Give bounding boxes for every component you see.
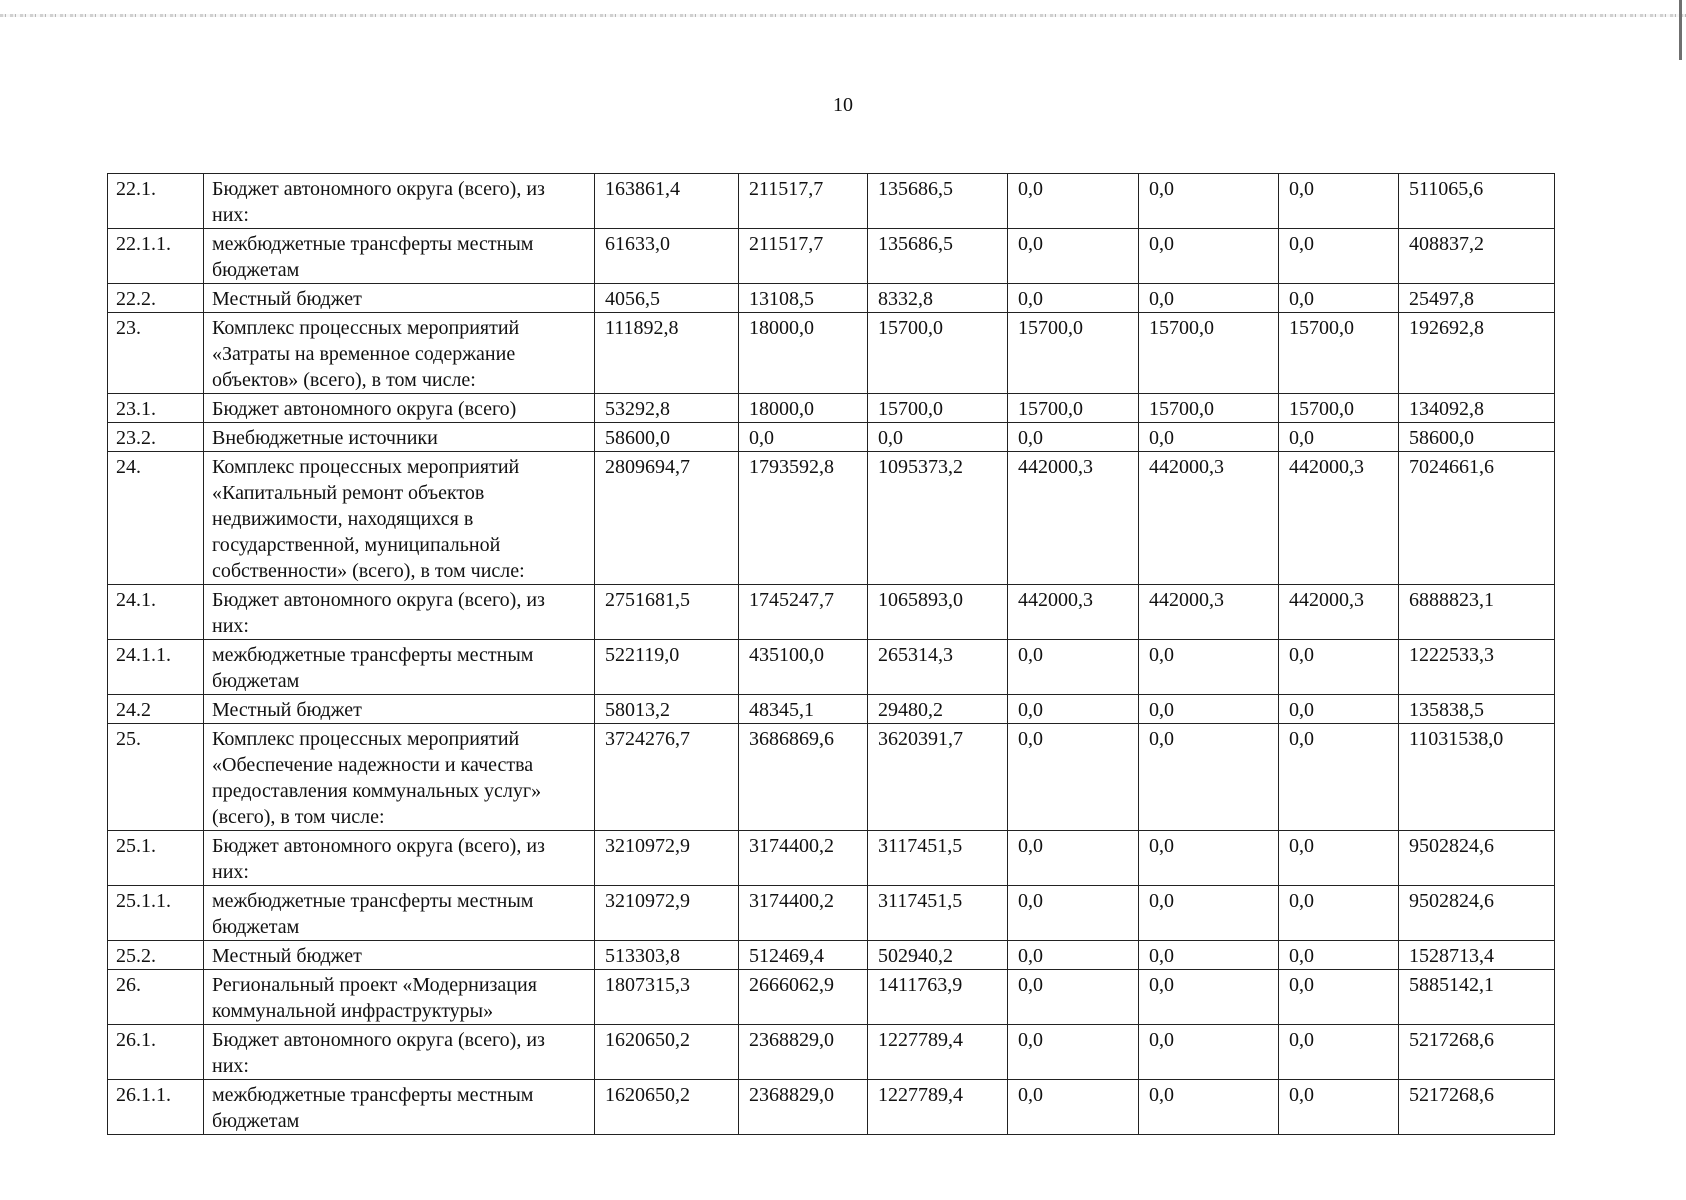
value-col-4: 0,0: [1008, 174, 1139, 229]
table-body: [108, 174, 1555, 1135]
value-col-5: 442000,3: [1139, 585, 1279, 640]
value-col-5: 0,0: [1139, 970, 1279, 1025]
total-cell: 135838,5: [1399, 695, 1555, 724]
row-number-cell: 25.2.: [108, 941, 204, 970]
row-name-cell: Бюджет автономного округа (всего), из них:: [204, 585, 595, 640]
table-row: [108, 174, 1555, 229]
value-col-3: 3117451,5: [868, 886, 1008, 941]
row-number-cell: 22.1.: [108, 174, 204, 229]
value-col-1: 163861,4: [595, 174, 739, 229]
table-row: [108, 886, 1555, 941]
value-col-6: 0,0: [1279, 284, 1399, 313]
value-col-4: 0,0: [1008, 970, 1139, 1025]
row-number-cell: 22.2.: [108, 284, 204, 313]
value-col-5: 0,0: [1139, 941, 1279, 970]
value-col-4: 442000,3: [1008, 585, 1139, 640]
total-cell: 9502824,6: [1399, 886, 1555, 941]
value-col-4: 0,0: [1008, 941, 1139, 970]
table-row: [108, 1025, 1555, 1080]
row-number-cell: 26.: [108, 970, 204, 1025]
row-name-cell: Внебюджетные источники: [204, 423, 595, 452]
row-name-cell: межбюджетные трансферты местным бюджетам: [204, 229, 595, 284]
value-col-5: 0,0: [1139, 886, 1279, 941]
row-number-cell: 26.1.1.: [108, 1080, 204, 1135]
table-row: [108, 831, 1555, 886]
total-cell: 1528713,4: [1399, 941, 1555, 970]
total-cell: 58600,0: [1399, 423, 1555, 452]
row-name-cell: Комплекс процессных мероприятий «Капитальный ремонт объектов недвижимости, находящихся в государственной, муниципальной собственности» (всего), в том числе:: [204, 452, 595, 585]
value-col-4: 15700,0: [1008, 313, 1139, 394]
value-col-1: 4056,5: [595, 284, 739, 313]
value-col-1: 1620650,2: [595, 1080, 739, 1135]
row-name-cell: Бюджет автономного округа (всего), из них:: [204, 1025, 595, 1080]
value-col-1: 522119,0: [595, 640, 739, 695]
page-number: 10: [833, 94, 853, 116]
value-col-1: 111892,8: [595, 313, 739, 394]
table-row: [108, 313, 1555, 394]
row-number-cell: 23.1.: [108, 394, 204, 423]
value-col-2: 1745247,7: [739, 585, 868, 640]
value-col-3: 135686,5: [868, 229, 1008, 284]
value-col-3: 8332,8: [868, 284, 1008, 313]
value-col-1: 3210972,9: [595, 831, 739, 886]
value-col-4: 0,0: [1008, 1080, 1139, 1135]
value-col-4: 0,0: [1008, 229, 1139, 284]
value-col-6: 0,0: [1279, 423, 1399, 452]
total-cell: 5217268,6: [1399, 1080, 1555, 1135]
value-col-4: 0,0: [1008, 831, 1139, 886]
value-col-6: 0,0: [1279, 695, 1399, 724]
value-col-6: 0,0: [1279, 831, 1399, 886]
row-name-cell: межбюджетные трансферты местным бюджетам: [204, 640, 595, 695]
value-col-3: 265314,3: [868, 640, 1008, 695]
value-col-6: 0,0: [1279, 1080, 1399, 1135]
value-col-5: 0,0: [1139, 640, 1279, 695]
value-col-4: 0,0: [1008, 1025, 1139, 1080]
value-col-2: 48345,1: [739, 695, 868, 724]
total-cell: 25497,8: [1399, 284, 1555, 313]
table-row: [108, 452, 1555, 585]
value-col-5: 15700,0: [1139, 313, 1279, 394]
scan-edge-mark: [1679, 0, 1682, 60]
value-col-3: 135686,5: [868, 174, 1008, 229]
value-col-5: 0,0: [1139, 423, 1279, 452]
value-col-6: 0,0: [1279, 724, 1399, 831]
table-row: [108, 941, 1555, 970]
value-col-5: 0,0: [1139, 695, 1279, 724]
value-col-2: 0,0: [739, 423, 868, 452]
row-name-cell: Местный бюджет: [204, 695, 595, 724]
row-name-cell: Местный бюджет: [204, 941, 595, 970]
scan-edge: [0, 14, 1686, 17]
value-col-2: 2368829,0: [739, 1080, 868, 1135]
value-col-2: 512469,4: [739, 941, 868, 970]
value-col-3: 0,0: [868, 423, 1008, 452]
value-col-2: 18000,0: [739, 313, 868, 394]
table-row: [108, 394, 1555, 423]
value-col-3: 1227789,4: [868, 1025, 1008, 1080]
row-name-cell: Комплекс процессных мероприятий «Обеспечение надежности и качества предоставления коммунальных услуг» (всего), в том числе:: [204, 724, 595, 831]
value-col-2: 3174400,2: [739, 886, 868, 941]
total-cell: 11031538,0: [1399, 724, 1555, 831]
table-row: [108, 970, 1555, 1025]
row-name-cell: Комплекс процессных мероприятий «Затраты на временное содержание объектов» (всего), в том числе:: [204, 313, 595, 394]
value-col-1: 53292,8: [595, 394, 739, 423]
row-name-cell: Региональный проект «Модернизация коммунальной инфраструктуры»: [204, 970, 595, 1025]
value-col-5: 0,0: [1139, 831, 1279, 886]
row-name-cell: Бюджет автономного округа (всего): [204, 394, 595, 423]
value-col-1: 61633,0: [595, 229, 739, 284]
row-name-cell: межбюджетные трансферты местным бюджетам: [204, 1080, 595, 1135]
total-cell: 7024661,6: [1399, 452, 1555, 585]
total-cell: 408837,2: [1399, 229, 1555, 284]
value-col-4: 15700,0: [1008, 394, 1139, 423]
row-name-cell: Бюджет автономного округа (всего), из них:: [204, 174, 595, 229]
value-col-1: 58013,2: [595, 695, 739, 724]
value-col-1: 2809694,7: [595, 452, 739, 585]
value-col-2: 18000,0: [739, 394, 868, 423]
value-col-6: 0,0: [1279, 1025, 1399, 1080]
total-cell: 511065,6: [1399, 174, 1555, 229]
value-col-6: 0,0: [1279, 970, 1399, 1025]
value-col-6: 0,0: [1279, 941, 1399, 970]
value-col-4: 442000,3: [1008, 452, 1139, 585]
value-col-2: 3686869,6: [739, 724, 868, 831]
value-col-2: 3174400,2: [739, 831, 868, 886]
row-number-cell: 25.1.: [108, 831, 204, 886]
value-col-5: 0,0: [1139, 724, 1279, 831]
value-col-4: 0,0: [1008, 695, 1139, 724]
budget-table: [107, 173, 1555, 1135]
value-col-5: 442000,3: [1139, 452, 1279, 585]
value-col-2: 435100,0: [739, 640, 868, 695]
table-row: [108, 229, 1555, 284]
total-cell: 5217268,6: [1399, 1025, 1555, 1080]
table-row: [108, 1080, 1555, 1135]
row-number-cell: 23.2.: [108, 423, 204, 452]
value-col-2: 211517,7: [739, 174, 868, 229]
row-name-cell: межбюджетные трансферты местным бюджетам: [204, 886, 595, 941]
row-number-cell: 25.: [108, 724, 204, 831]
table-row: [108, 585, 1555, 640]
row-name-cell: Местный бюджет: [204, 284, 595, 313]
value-col-4: 0,0: [1008, 724, 1139, 831]
row-number-cell: 24.2: [108, 695, 204, 724]
value-col-1: 513303,8: [595, 941, 739, 970]
row-number-cell: 24.1.: [108, 585, 204, 640]
value-col-3: 1095373,2: [868, 452, 1008, 585]
value-col-3: 3117451,5: [868, 831, 1008, 886]
value-col-2: 1793592,8: [739, 452, 868, 585]
value-col-5: 0,0: [1139, 229, 1279, 284]
table-row: [108, 640, 1555, 695]
value-col-6: 442000,3: [1279, 452, 1399, 585]
value-col-4: 0,0: [1008, 886, 1139, 941]
value-col-5: 15700,0: [1139, 394, 1279, 423]
value-col-5: 0,0: [1139, 1025, 1279, 1080]
row-number-cell: 24.1.1.: [108, 640, 204, 695]
row-number-cell: 22.1.1.: [108, 229, 204, 284]
value-col-6: 0,0: [1279, 229, 1399, 284]
total-cell: 192692,8: [1399, 313, 1555, 394]
row-number-cell: 23.: [108, 313, 204, 394]
value-col-1: 1620650,2: [595, 1025, 739, 1080]
total-cell: 9502824,6: [1399, 831, 1555, 886]
value-col-1: 3210972,9: [595, 886, 739, 941]
table-row: [108, 423, 1555, 452]
value-col-2: 2368829,0: [739, 1025, 868, 1080]
value-col-4: 0,0: [1008, 640, 1139, 695]
value-col-3: 502940,2: [868, 941, 1008, 970]
value-col-4: 0,0: [1008, 284, 1139, 313]
value-col-1: 2751681,5: [595, 585, 739, 640]
row-number-cell: 26.1.: [108, 1025, 204, 1080]
value-col-3: 1227789,4: [868, 1080, 1008, 1135]
value-col-3: 1411763,9: [868, 970, 1008, 1025]
table-row: [108, 695, 1555, 724]
value-col-5: 0,0: [1139, 174, 1279, 229]
value-col-3: 1065893,0: [868, 585, 1008, 640]
total-cell: 134092,8: [1399, 394, 1555, 423]
value-col-2: 211517,7: [739, 229, 868, 284]
value-col-6: 442000,3: [1279, 585, 1399, 640]
value-col-6: 0,0: [1279, 174, 1399, 229]
value-col-6: 15700,0: [1279, 313, 1399, 394]
value-col-3: 15700,0: [868, 313, 1008, 394]
table-row: [108, 724, 1555, 831]
value-col-1: 58600,0: [595, 423, 739, 452]
total-cell: 1222533,3: [1399, 640, 1555, 695]
value-col-2: 2666062,9: [739, 970, 868, 1025]
value-col-6: 0,0: [1279, 640, 1399, 695]
row-number-cell: 25.1.1.: [108, 886, 204, 941]
row-number-cell: 24.: [108, 452, 204, 585]
total-cell: 6888823,1: [1399, 585, 1555, 640]
value-col-5: 0,0: [1139, 284, 1279, 313]
value-col-6: 15700,0: [1279, 394, 1399, 423]
value-col-6: 0,0: [1279, 886, 1399, 941]
row-name-cell: Бюджет автономного округа (всего), из них:: [204, 831, 595, 886]
total-cell: 5885142,1: [1399, 970, 1555, 1025]
value-col-3: 29480,2: [868, 695, 1008, 724]
value-col-5: 0,0: [1139, 1080, 1279, 1135]
value-col-1: 3724276,7: [595, 724, 739, 831]
value-col-1: 1807315,3: [595, 970, 739, 1025]
value-col-3: 3620391,7: [868, 724, 1008, 831]
value-col-3: 15700,0: [868, 394, 1008, 423]
value-col-4: 0,0: [1008, 423, 1139, 452]
value-col-2: 13108,5: [739, 284, 868, 313]
table-row: [108, 284, 1555, 313]
